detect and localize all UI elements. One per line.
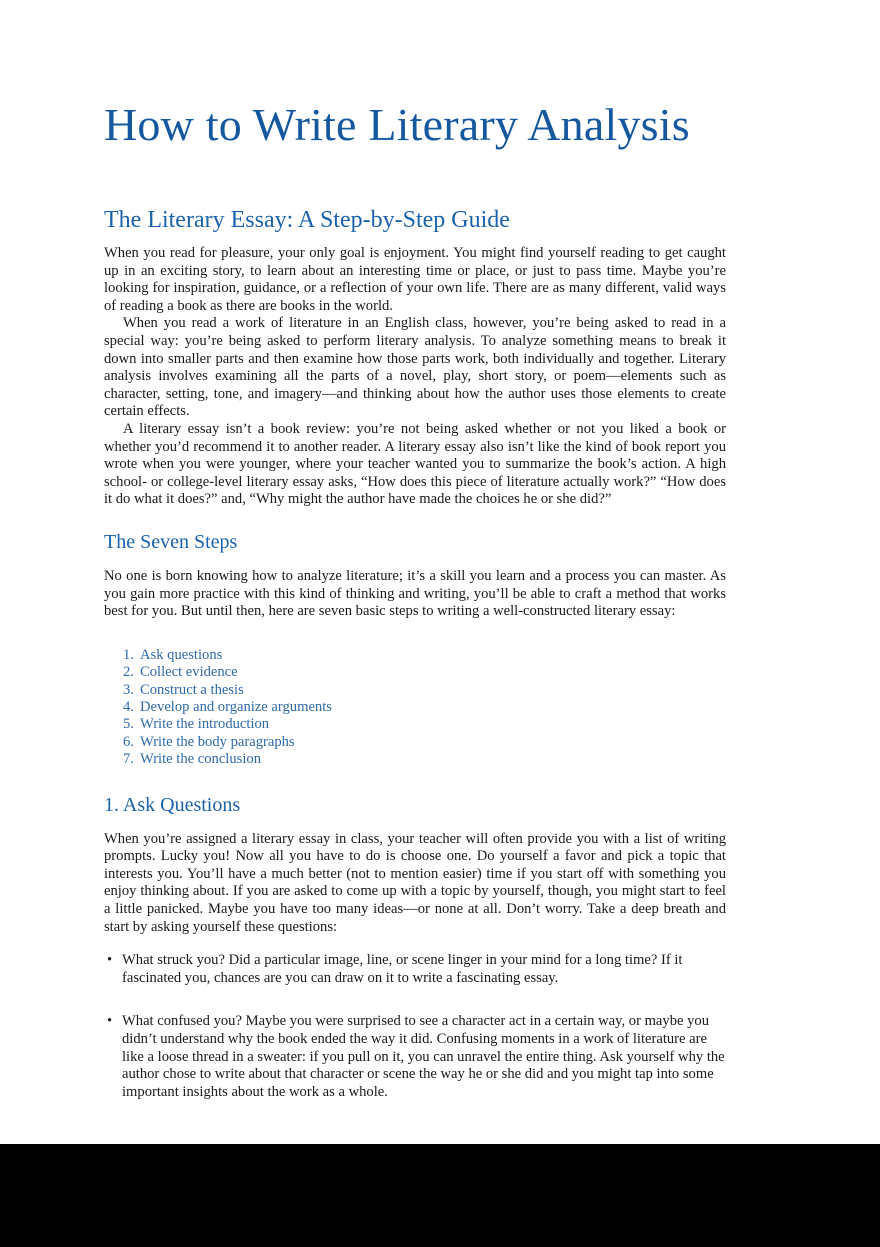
list-item	[104, 682, 726, 699]
list-item	[104, 734, 726, 751]
question-text: What confused you? Maybe you were surprised to see a character act in a certain way, or maybe you didn’t understand why the book ended the way it did. Confusing moments in a work of literature are like a loose thread in a sweater: if you pull on it, you can unravel the entire thing. Ask yourself why the author chose to write about that character or scene the way he or she did and you might tap into some important insights about the work as a whole.	[122, 1013, 725, 1100]
step-label: Collect evidence	[140, 664, 238, 681]
paragraph-ask-questions-body: When you’re assigned a literary essay in class, your teacher will often provide you with a list of writing prompts. Lucky you! Now all you have to do is choose one. Do yourself a favor and pick a topic that interests you. You’ll have a much better (not to mention easier) time if you start off with something you enjoy thinking about. If you are asked to come up with a topic by yourself, though, you might start to feel a little panicked. Maybe you have too many ideas—or none at all. Don’t worry. Take a deep breath and start by asking yourself these questions:	[104, 830, 726, 935]
section-heading-ask-questions: 1. Ask Questions	[104, 793, 241, 816]
list-item	[104, 699, 726, 716]
list-item	[104, 1013, 726, 1101]
question-text: What struck you? Did a particular image, line, or scene linger in your mind for a long time? If it fascinated you, chances are you can draw on it to write a fascinating essay.	[122, 952, 683, 986]
step-label: Write the introduction	[140, 716, 270, 733]
bullet-icon: •	[107, 952, 113, 969]
step-label: Develop and organize arguments	[140, 699, 332, 715]
step-number: 6.	[123, 733, 134, 750]
step-label: Write the body paragraphs	[140, 733, 295, 750]
bullet-icon: •	[107, 1013, 113, 1030]
page-title: How to Write Literary Analysis	[104, 99, 690, 150]
step-label: Construct a thesis	[140, 681, 244, 698]
list-item	[104, 716, 726, 733]
paragraph-seven-steps-intro: No one is born knowing how to analyze literature; it’s a skill you learn and a process you can master. As you gain more practice with this kind of thinking and writing, you’ll be able to craft a method that works best for you. But until then, here are seven basic steps to writing a well-constructed literary essay:	[104, 568, 726, 620]
step-label: Ask questions	[140, 646, 223, 663]
step-number: 4.	[123, 699, 134, 715]
step-number: 1.	[123, 646, 134, 663]
paragraph-reading-for-pleasure: When you read for pleasure, your only goal is enjoyment. You might find yourself reading to get caught up in an exciting story, to learn about an interesting time or place, or just to pass time. Maybe you’re looking for inspiration, guidance, or a reflection of your own life. There are as many different, valid ways of reading a book as there are books in the world.	[104, 245, 726, 314]
list-item	[104, 751, 726, 768]
ask-questions-bullet-list	[104, 936, 726, 1101]
section-heading-literary-essay: The Literary Essay: A Step-by-Step Guide	[104, 207, 510, 234]
step-number: 5.	[123, 716, 134, 733]
document-content-column	[104, 0, 726, 1101]
list-item	[104, 664, 726, 681]
step-number: 3.	[123, 681, 134, 698]
section-heading-seven-steps: The Seven Steps	[104, 531, 238, 553]
step-number: 7.	[123, 751, 134, 768]
bottom-black-band	[0, 1144, 880, 1247]
step-label: Write the conclusion	[140, 751, 261, 768]
paragraph-not-a-book-review: A literary essay isn’t a book review: you’re not being asked whether or not you liked a book or whether you’d recommend it to another reader. A literary essay also isn’t like the kind of book report you wrote when you were younger, where your teacher wanted you to summarize the book’s action. A high school- or college-level literary essay asks, “How does this piece of literature actually work?” “How does it do what it does?” and, “Why might the author have made the choices he or she did?”	[104, 421, 726, 508]
list-item	[104, 952, 726, 987]
seven-steps-list	[104, 621, 726, 769]
step-number: 2.	[123, 664, 134, 681]
paragraph-literary-analysis-definition: When you read a work of literature in an English class, however, you’re being asked to read in a special way: you’re being asked to perform literary analysis. To analyze something means to break it down into smaller parts and then examine how those parts work, both individually and together. Literary analysis involves examining all the parts of a novel, play, short story, or poem—elements such as character, setting, tone, and imagery—and thinking about how the author uses those elements to create certain effects.	[104, 315, 726, 420]
list-item	[104, 647, 726, 664]
